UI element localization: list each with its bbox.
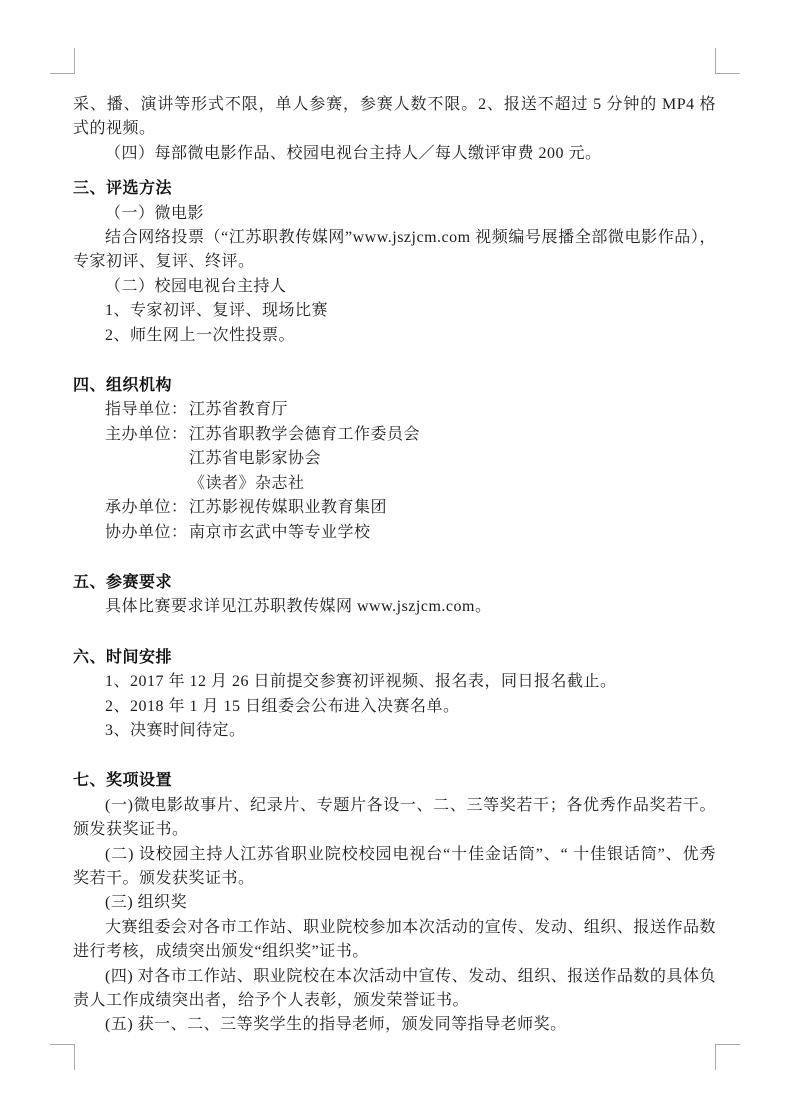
- org-label: 主办单位：: [105, 425, 188, 443]
- section-heading-entry-requirements: 五、参赛要求: [73, 573, 173, 591]
- org-label: 协办单位：: [105, 523, 188, 541]
- selection-item-tv-host-step2: 2、师生网上一次性投票。: [105, 326, 296, 344]
- org-value: 江苏省职教学会德育工作委员会: [189, 425, 421, 443]
- org-label: [105, 472, 189, 496]
- org-row-co-organizer: [73, 521, 716, 545]
- awards-item-3-body: 大赛组委会对各市工作站、职业院校参加本次活动的宣传、发动、组织、报送作品数进行考核，成绩突出颁发“组织奖”证书。: [73, 918, 716, 961]
- section-heading-schedule: 六、时间安排: [73, 648, 173, 666]
- document-content: [73, 93, 716, 1038]
- section-heading-selection-method: 三、评选方法: [73, 180, 173, 198]
- awards-item-4: (四) 对各市工作站、职业院校在本次活动中宣传、发动、组织、报送作品数的具体负责人工作成绩突出者，给予个人表彰，颁发荣誉证书。: [73, 967, 716, 1009]
- org-row-guidance: [73, 398, 716, 422]
- selection-item-tv-host-step1: 1、专家初评、复评、现场比赛: [105, 302, 329, 320]
- entry-requirements-body: 具体比赛要求详见江苏职教传媒网 www.jszjcm.com。: [105, 598, 492, 616]
- section-heading-organization: 四、组织机构: [73, 377, 173, 395]
- schedule-item-3: 3、决赛时间待定。: [105, 721, 246, 739]
- org-label: 承办单位：: [105, 499, 188, 517]
- paragraph-entry-fee: （四）每部微电影作品、校园电视台主持人／每人缴评审费 200 元。: [105, 144, 602, 162]
- org-label: [105, 447, 189, 471]
- org-value: 江苏影视传媒职业教育集团: [189, 499, 388, 517]
- awards-item-2: (二) 设校园主持人江苏省职业院校校园电视台“十佳金话筒”、“ 十佳银话筒”、优秀奖若干。颁发获奖证书。: [73, 845, 716, 887]
- awards-item-3-title: (三) 组织奖: [105, 894, 188, 912]
- section-heading-awards: 七、奖项设置: [73, 772, 173, 790]
- text-boundary-mark-bottom-right: [715, 1044, 740, 1070]
- text-boundary-mark-top-right: [715, 48, 740, 74]
- schedule-item-2: 2、2018 年 1 月 15 日组委会公布进入决赛名单。: [105, 697, 460, 715]
- text-boundary-mark-bottom-left: [50, 1044, 75, 1070]
- awards-item-1: (一)微电影故事片、纪录片、专题片各设一、二、三等奖若干；各优秀作品奖若干。颁发获奖证书。: [73, 796, 716, 839]
- selection-item-tv-host-title: （二）校园电视台主持人: [105, 277, 287, 295]
- org-value: 南京市玄武中等专业学校: [189, 523, 371, 541]
- org-value: 《读者》杂志社: [189, 474, 305, 492]
- text-boundary-mark-top-left: [50, 48, 75, 74]
- awards-item-5: (五) 获一、二、三等奖学生的指导老师，颁发同等指导老师奖。: [105, 1016, 567, 1034]
- paragraph-continuation: 采、播、演讲等形式不限，单人参赛，参赛人数不限。2、报送不超过 5 分钟的 MP4 格式的视频。: [73, 96, 716, 138]
- org-label: 指导单位：: [105, 401, 188, 419]
- org-value: 江苏省电影家协会: [189, 450, 322, 468]
- org-value: 江苏省教育厅: [189, 401, 289, 419]
- selection-item-microfilm-body: 结合网络投票（“江苏职教传媒网”www.jszjcm.com 视频编号展播全部微电影作品），专家初评、复评、终评。: [73, 229, 716, 271]
- selection-item-microfilm-title: （一）微电影: [105, 204, 205, 222]
- org-row-host: [73, 423, 716, 447]
- schedule-item-1: 1、2017 年 12 月 26 日前提交参赛初评视频、报名表，同日报名截止。: [105, 673, 617, 691]
- org-row-host-3: [73, 472, 716, 496]
- org-row-undertaker: [73, 496, 716, 520]
- org-row-host-2: [73, 447, 716, 471]
